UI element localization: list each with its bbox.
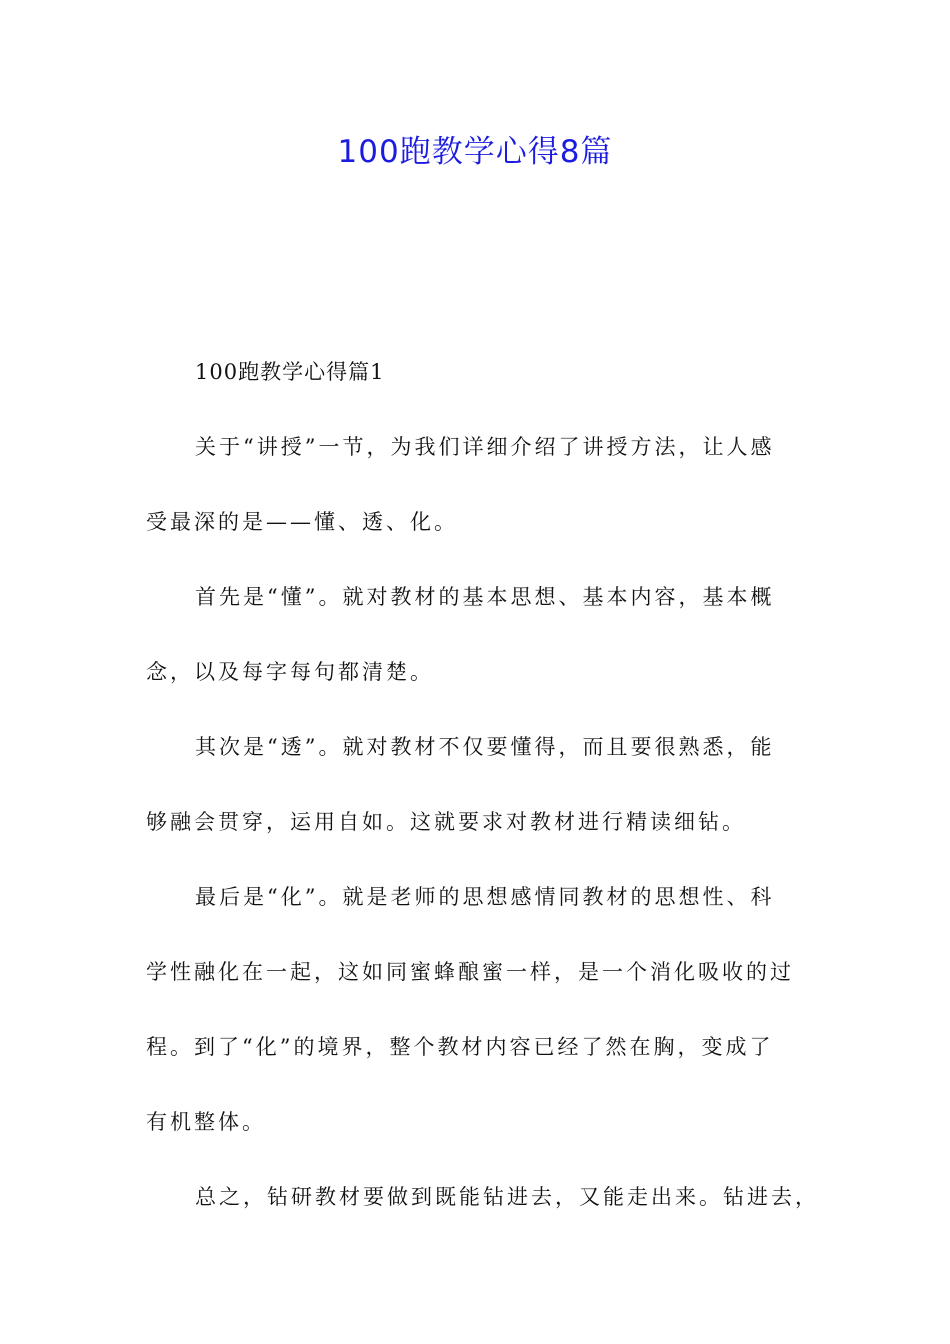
document-title: 100跑教学心得8篇 xyxy=(337,134,613,170)
paragraph-1-line-1: 关于“讲授”一节，为我们详细介绍了讲授方法，让人感 xyxy=(195,435,775,459)
paragraph-5-line-1: 总之，钻研教材要做到既能钻进去，又能走出来。钻进去， xyxy=(195,1185,819,1209)
paragraph-4-line-1: 最后是“化”。就是老师的思想感情同教材的思想性、科 xyxy=(195,885,775,909)
document-body xyxy=(146,335,826,1235)
section-heading: 100跑教学心得篇1 xyxy=(195,360,385,384)
paragraph-1-line-2: 受最深的是——懂、透、化。 xyxy=(146,510,458,534)
paragraph-2-line-2: 念，以及每字每句都清楚。 xyxy=(146,660,434,684)
paragraph-3-line-2: 够融会贯穿，运用自如。这就要求对教材进行精读细钻。 xyxy=(146,810,746,834)
paragraph-4-line-3: 程。到了“化”的境界，整个教材内容已经了然在胸，变成了 xyxy=(146,1035,774,1059)
paragraph-2-line-1: 首先是“懂”。就对教材的基本思想、基本内容，基本概 xyxy=(195,585,775,609)
paragraph-4-line-4: 有机整体。 xyxy=(146,1110,266,1134)
paragraph-4-line-2: 学性融化在一起，这如同蜜蜂酿蜜一样，是一个消化吸收的过 xyxy=(146,960,794,984)
paragraph-3-line-1: 其次是“透”。就对教材不仅要懂得，而且要很熟悉，能 xyxy=(195,735,775,759)
